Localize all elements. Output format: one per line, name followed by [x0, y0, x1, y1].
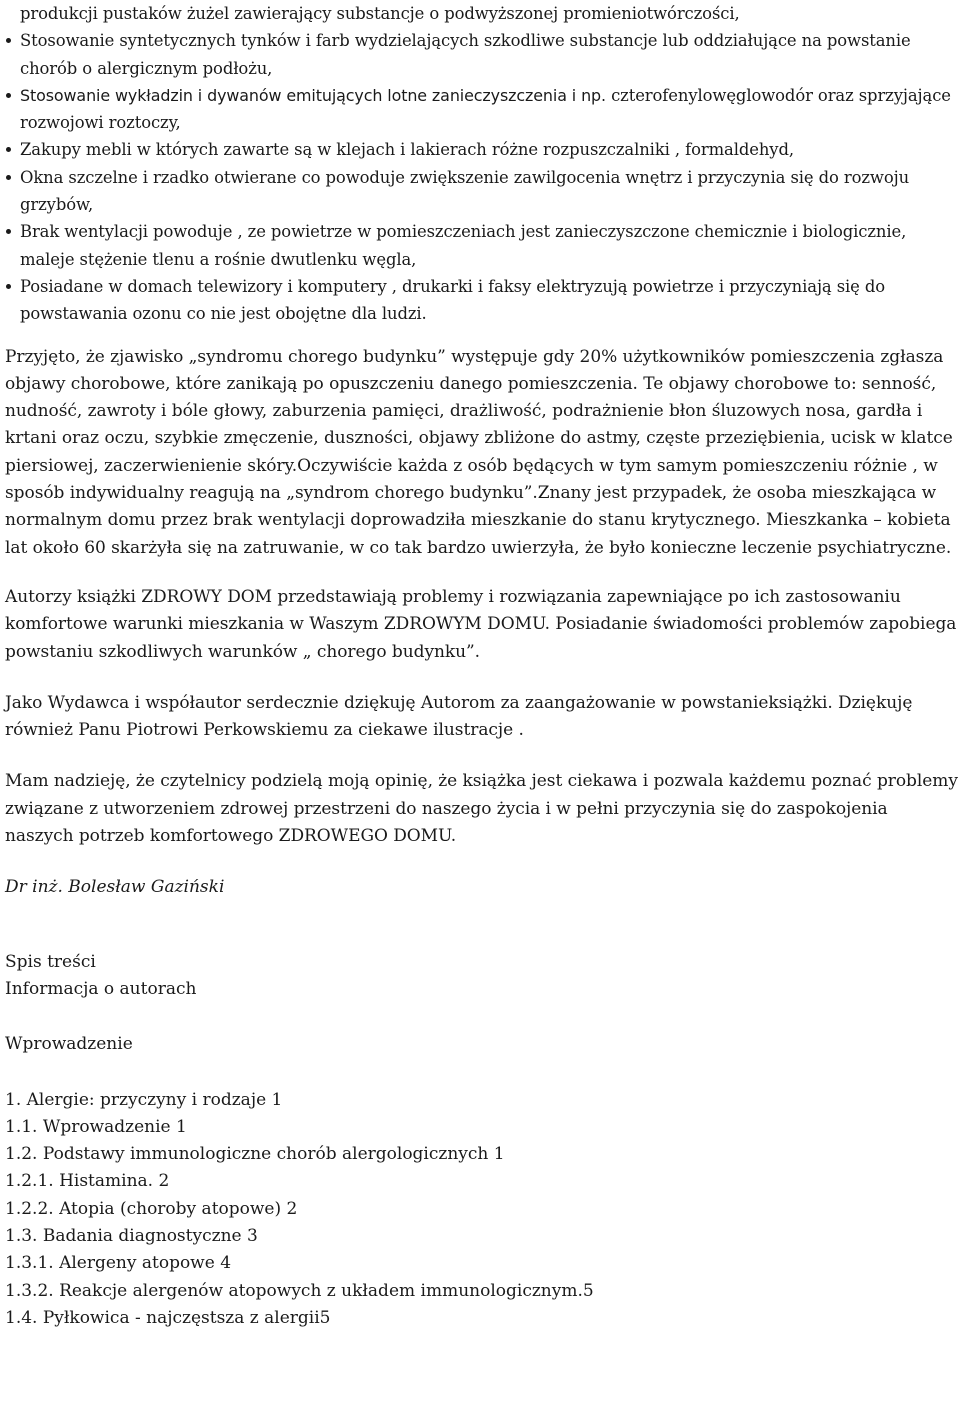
list-item: [5, 218, 959, 273]
list-item-text: Posiadane w domach telewizory i komputery , drukarki i faksy elektryzują powietrze i przyczyniają się do powstawania ozonu co nie jest obojętne dla ludzi.: [20, 276, 886, 324]
bullet-icon: [6, 147, 11, 152]
list-item-text: Stosowanie syntetycznych tynków i farb wydzielających szkodliwe substancje lub oddziałujące na powstanie chorób o alergicznym podłożu,: [20, 31, 911, 78]
list-item: [5, 82, 959, 137]
toc-entry: 1.1. Wprowadzenie 1: [5, 1116, 187, 1137]
bullet-icon: [6, 38, 11, 43]
toc-entry: 1.4. Pyłkowica - najczęstsza z alergii5: [5, 1307, 331, 1328]
list-item: [5, 273, 959, 328]
bullet-icon: [6, 229, 11, 234]
list-item-text: Brak wentylacji powoduje , ze powietrze w pomieszczeniach jest zanieczyszczone chemicznie i biologicznie, maleje stężenie tlenu a rośnie dwutlenku węgla,: [20, 222, 907, 269]
bullet-icon: [6, 93, 11, 98]
bullet-icon: [6, 175, 11, 180]
paragraph-closing: Mam nadzieję, że czytelnicy podzielą moją opinię, że książka jest ciekawa i pozwala każdemu poznać problemy związane z utworzeniem zdrowej przestrzeni do naszego życia i w pełni przyczynia się do zaspokojenia naszych potrzeb komfortowego ZDROWEGO DOMU.: [5, 771, 958, 847]
toc-entry: 1.2. Podstawy immunologiczne chorób alergologicznych 1: [5, 1144, 505, 1165]
hazard-list: [5, 27, 959, 327]
list-item-text: czterofenylowęglowodór oraz sprzyjające rozwojowi roztoczy,: [20, 85, 951, 133]
toc-authors: Informacja o autorach: [5, 978, 197, 999]
toc-entry: 1.2.2. Atopia (choroby atopowe) 2: [5, 1198, 298, 1219]
list-item: [5, 164, 959, 219]
list-item-text-sans: Stosowanie wykładzin i dywanów emitujących lotne zanieczyszczenia i np.: [20, 85, 606, 105]
bullet-icon: [6, 284, 11, 289]
toc-entry: 1.3.1. Alergeny atopowe 4: [5, 1253, 232, 1274]
list-item-text: Zakupy mebli w których zawarte są w klejach i lakierach różne rozpuszczalniki , formaldehyd,: [20, 140, 794, 160]
toc-entry: 1. Alergie: przyczyny i rodzaje 1: [5, 1089, 283, 1110]
toc-intro: Wprowadzenie: [5, 1034, 133, 1055]
paragraph-thanks: Jako Wydawca i współautor serdecznie dziękuję Autorom za zaangażowanie w powstanieksiążki. Dziękuję również Panu Piotrowi Perkowskiemu za ciekawe ilustracje .: [5, 692, 913, 741]
paragraph-sick-building: Przyjęto, że zjawisko „syndromu chorego budynku” występuje gdy 20% użytkowników pomieszczenia zgłasza objawy chorobowe, które zanikają po opuszczeniu danego pomieszczenia. Te objawy chorobowe to: senność, nudność, zawroty i bóle głowy, zaburzenia pamięci, drażliwość, podrażnienie błon śluzowych nosa, gardła i krtani oraz oczu, szybkie zmęczenie, duszności, objawy zbliżone do astmy, częste przeziębienia, ucisk w klatce piersiowej, zaczerwienienie skóry.Oczywiście każda z osób będących w tym samym pomieszczeniu różnie , w sposób indywidualny reagują na „syndrom chorego budynku”.Znany jest przypadek, że osoba mieszkająca w normalnym domu przez brak wentylacji doprowadziła mieszkanie do stanu krytycznego. Mieszkanka – kobieta lat około 60 skarżyła się na zatruwanie, w co tak bardzo uwierzyła, że było konieczne leczenie psychiatryczne.: [5, 346, 953, 558]
list-item-text: Okna szczelne i rzadko otwierane co powoduje zwiększenie zawilgocenia wnętrz i przyczynia się do rozwoju grzybów,: [20, 167, 910, 215]
intro-line: produkcji pustaków żużel zawierający substancje o podwyższonej promieniotwórczości,: [20, 4, 740, 23]
toc-entry: 1.3.2. Reakcje alergenów atopowych z układem immunologicznym.5: [5, 1280, 594, 1301]
toc-entry: 1.2.1. Histamina. 2: [5, 1171, 170, 1192]
paragraph-authors: Autorzy książki ZDROWY DOM przedstawiają problemy i rozwiązania zapewniające po ich zastosowaniu komfortowe warunki mieszkania w Waszym ZDROWYM DOMU. Posiadanie świadomości problemów zapobiega powstaniu szkodliwych warunków „ chorego budynku”.: [5, 586, 957, 662]
signature: Dr inż. Bolesław Gaziński: [5, 877, 225, 898]
toc-entry: 1.3. Badania diagnostyczne 3: [5, 1225, 258, 1246]
document-page: [5, 0, 959, 1332]
list-item: [5, 136, 959, 163]
toc-heading: Spis treści: [5, 951, 96, 972]
list-item: [5, 27, 959, 82]
